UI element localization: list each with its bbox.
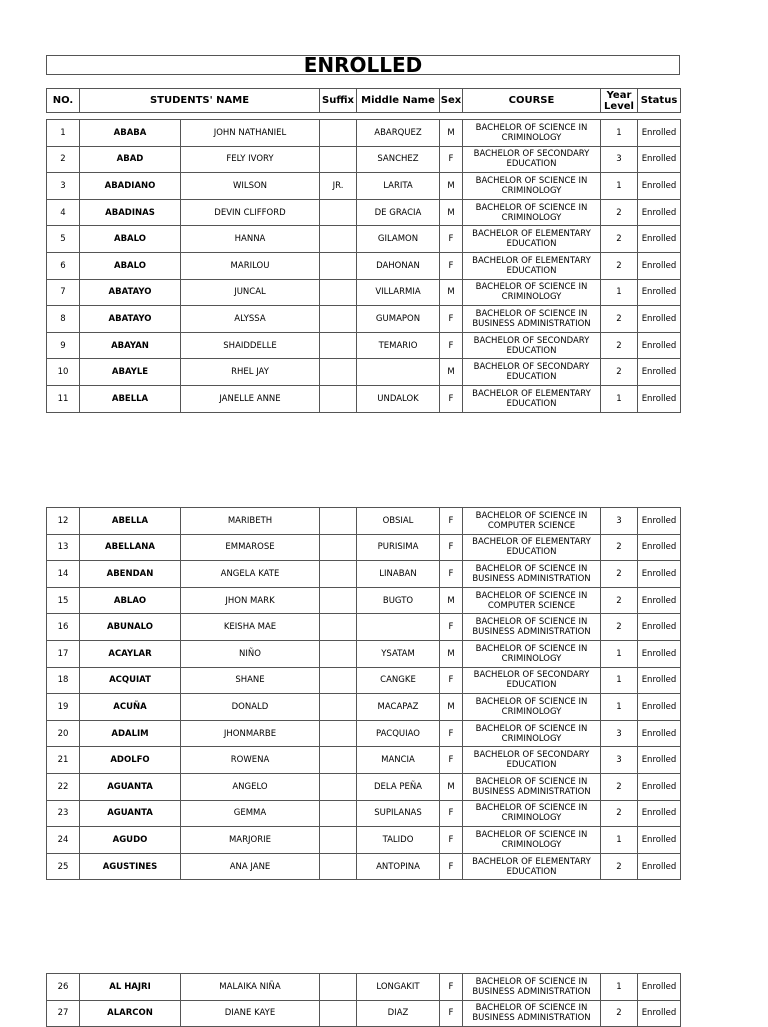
table-row — [47, 385, 681, 412]
cell-year-level: 2 — [601, 332, 638, 359]
cell-first-name: JOHN NATHANIEL — [181, 120, 320, 147]
table-row — [47, 146, 681, 173]
cell-year-level: 1 — [601, 385, 638, 412]
cell-sex: M — [440, 279, 463, 306]
cell-surname: ABADINAS — [80, 199, 181, 226]
cell-suffix — [320, 561, 357, 588]
cell-row-number: 8 — [47, 306, 80, 333]
cell-first-name: JHON MARK — [181, 587, 320, 614]
cell-year-level: 2 — [601, 306, 638, 333]
cell-surname: ABENDAN — [80, 561, 181, 588]
column-header-table — [46, 88, 681, 113]
cell-status: Enrolled — [638, 508, 681, 535]
cell-status: Enrolled — [638, 120, 681, 147]
cell-status: Enrolled — [638, 853, 681, 880]
cell-course: BACHELOR OF ELEMENTARY EDUCATION — [463, 226, 601, 253]
cell-surname: ABAYAN — [80, 332, 181, 359]
cell-year-level: 2 — [601, 252, 638, 279]
cell-first-name: FELY IVORY — [181, 146, 320, 173]
cell-surname: ACQUIAT — [80, 667, 181, 694]
header-students-name: STUDENTS' NAME — [80, 89, 320, 113]
cell-middle-name: SANCHEZ — [357, 146, 440, 173]
cell-sex: F — [440, 853, 463, 880]
header-sex: Sex — [440, 89, 463, 113]
cell-suffix — [320, 614, 357, 641]
cell-row-number: 2 — [47, 146, 80, 173]
cell-row-number: 20 — [47, 720, 80, 747]
cell-row-number: 7 — [47, 279, 80, 306]
cell-status: Enrolled — [638, 332, 681, 359]
cell-course: BACHELOR OF ELEMENTARY EDUCATION — [463, 853, 601, 880]
cell-status: Enrolled — [638, 614, 681, 641]
cell-suffix — [320, 587, 357, 614]
cell-first-name: DEVIN CLIFFORD — [181, 199, 320, 226]
cell-row-number: 23 — [47, 800, 80, 827]
cell-status: Enrolled — [638, 252, 681, 279]
cell-year-level: 1 — [601, 173, 638, 200]
cell-row-number: 16 — [47, 614, 80, 641]
cell-row-number: 4 — [47, 199, 80, 226]
cell-year-level: 3 — [601, 146, 638, 173]
cell-status: Enrolled — [638, 747, 681, 774]
cell-row-number: 12 — [47, 508, 80, 535]
cell-sex: F — [440, 747, 463, 774]
cell-sex: M — [440, 359, 463, 386]
cell-first-name: WILSON — [181, 173, 320, 200]
cell-sex: F — [440, 385, 463, 412]
cell-row-number: 14 — [47, 561, 80, 588]
cell-course: BACHELOR OF SECONDARY EDUCATION — [463, 332, 601, 359]
cell-middle-name — [357, 614, 440, 641]
table-row — [47, 773, 681, 800]
table-row — [47, 199, 681, 226]
cell-course: BACHELOR OF SCIENCE IN BUSINESS ADMINISTRATION — [463, 306, 601, 333]
cell-middle-name: ANTOPINA — [357, 853, 440, 880]
cell-surname: ABATAYO — [80, 279, 181, 306]
cell-status: Enrolled — [638, 146, 681, 173]
cell-sex: M — [440, 587, 463, 614]
cell-surname: ABABA — [80, 120, 181, 147]
cell-middle-name: PACQUIAO — [357, 720, 440, 747]
table-row — [47, 1000, 681, 1027]
cell-middle-name: DIAZ — [357, 1000, 440, 1027]
cell-year-level: 2 — [601, 773, 638, 800]
cell-surname: ACAYLAR — [80, 640, 181, 667]
table-row — [47, 640, 681, 667]
cell-sex: F — [440, 332, 463, 359]
student-table-block-1 — [46, 119, 681, 413]
cell-sex: F — [440, 306, 463, 333]
cell-suffix — [320, 720, 357, 747]
cell-year-level: 1 — [601, 974, 638, 1001]
cell-sex: F — [440, 827, 463, 854]
cell-middle-name: GILAMON — [357, 226, 440, 253]
table-row — [47, 587, 681, 614]
cell-suffix — [320, 146, 357, 173]
cell-first-name: ANGELA KATE — [181, 561, 320, 588]
cell-first-name: ANA JANE — [181, 853, 320, 880]
cell-status: Enrolled — [638, 359, 681, 386]
cell-surname: ABATAYO — [80, 306, 181, 333]
cell-row-number: 5 — [47, 226, 80, 253]
cell-sex: F — [440, 226, 463, 253]
cell-surname: ADOLFO — [80, 747, 181, 774]
cell-surname: ABELLA — [80, 385, 181, 412]
cell-row-number: 15 — [47, 587, 80, 614]
cell-course: BACHELOR OF ELEMENTARY EDUCATION — [463, 534, 601, 561]
cell-row-number: 21 — [47, 747, 80, 774]
cell-middle-name: GUMAPON — [357, 306, 440, 333]
cell-sex: F — [440, 614, 463, 641]
header-status: Status — [638, 89, 681, 113]
table-row — [47, 561, 681, 588]
cell-course: BACHELOR OF SECONDARY EDUCATION — [463, 747, 601, 774]
cell-suffix — [320, 853, 357, 880]
cell-surname: AGUANTA — [80, 773, 181, 800]
cell-status: Enrolled — [638, 226, 681, 253]
cell-sex: M — [440, 640, 463, 667]
cell-middle-name: BUGTO — [357, 587, 440, 614]
cell-suffix — [320, 306, 357, 333]
cell-course: BACHELOR OF SCIENCE IN CRIMINOLOGY — [463, 120, 601, 147]
cell-row-number: 9 — [47, 332, 80, 359]
cell-first-name: MALAIKA NIÑA — [181, 974, 320, 1001]
cell-suffix — [320, 827, 357, 854]
cell-row-number: 18 — [47, 667, 80, 694]
cell-year-level: 2 — [601, 226, 638, 253]
cell-row-number: 10 — [47, 359, 80, 386]
cell-year-level: 3 — [601, 747, 638, 774]
cell-surname: ADALIM — [80, 720, 181, 747]
cell-row-number: 19 — [47, 694, 80, 721]
cell-middle-name: OBSIAL — [357, 508, 440, 535]
table-row — [47, 853, 681, 880]
cell-surname: ABUNALO — [80, 614, 181, 641]
cell-middle-name: DAHONAN — [357, 252, 440, 279]
cell-suffix — [320, 120, 357, 147]
cell-suffix — [320, 252, 357, 279]
cell-first-name: JUNCAL — [181, 279, 320, 306]
cell-suffix — [320, 974, 357, 1001]
cell-course: BACHELOR OF SECONDARY EDUCATION — [463, 359, 601, 386]
cell-first-name: SHAIDDELLE — [181, 332, 320, 359]
cell-status: Enrolled — [638, 587, 681, 614]
table-row — [47, 534, 681, 561]
cell-sex: F — [440, 252, 463, 279]
cell-status: Enrolled — [638, 561, 681, 588]
cell-sex: F — [440, 561, 463, 588]
cell-sex: F — [440, 720, 463, 747]
table-row — [47, 120, 681, 147]
cell-row-number: 3 — [47, 173, 80, 200]
cell-status: Enrolled — [638, 640, 681, 667]
cell-course: BACHELOR OF SCIENCE IN BUSINESS ADMINISTRATION — [463, 974, 601, 1001]
cell-middle-name: MACAPAZ — [357, 694, 440, 721]
cell-middle-name: ABARQUEZ — [357, 120, 440, 147]
cell-course: BACHELOR OF SCIENCE IN BUSINESS ADMINISTRATION — [463, 561, 601, 588]
cell-row-number: 24 — [47, 827, 80, 854]
table-row — [47, 694, 681, 721]
header-no: NO. — [47, 89, 80, 113]
cell-suffix — [320, 800, 357, 827]
cell-surname: ALARCON — [80, 1000, 181, 1027]
cell-sex: M — [440, 773, 463, 800]
cell-surname: ABAD — [80, 146, 181, 173]
cell-middle-name: LINABAN — [357, 561, 440, 588]
cell-sex: F — [440, 146, 463, 173]
table-row — [47, 173, 681, 200]
cell-row-number: 22 — [47, 773, 80, 800]
cell-first-name: GEMMA — [181, 800, 320, 827]
cell-year-level: 2 — [601, 534, 638, 561]
cell-surname: ACUÑA — [80, 694, 181, 721]
table-row — [47, 800, 681, 827]
cell-year-level: 2 — [601, 359, 638, 386]
cell-first-name: RHEL JAY — [181, 359, 320, 386]
cell-suffix — [320, 332, 357, 359]
cell-sex: F — [440, 534, 463, 561]
table-row — [47, 252, 681, 279]
cell-suffix — [320, 773, 357, 800]
cell-first-name: MARILOU — [181, 252, 320, 279]
cell-year-level: 2 — [601, 587, 638, 614]
cell-suffix — [320, 747, 357, 774]
cell-status: Enrolled — [638, 720, 681, 747]
cell-first-name: MARIBETH — [181, 508, 320, 535]
cell-middle-name: PURISIMA — [357, 534, 440, 561]
cell-surname: ABADIANO — [80, 173, 181, 200]
cell-year-level: 1 — [601, 640, 638, 667]
cell-sex: F — [440, 1000, 463, 1027]
cell-course: BACHELOR OF SCIENCE IN BUSINESS ADMINISTRATION — [463, 773, 601, 800]
header-course: COURSE — [463, 89, 601, 113]
cell-first-name: DONALD — [181, 694, 320, 721]
cell-first-name: ANGELO — [181, 773, 320, 800]
table-row — [47, 974, 681, 1001]
cell-year-level: 3 — [601, 720, 638, 747]
cell-middle-name — [357, 359, 440, 386]
cell-year-level: 3 — [601, 508, 638, 535]
cell-sex: F — [440, 974, 463, 1001]
table-row — [47, 226, 681, 253]
cell-first-name: SHANE — [181, 667, 320, 694]
cell-surname: ABAYLE — [80, 359, 181, 386]
cell-row-number: 26 — [47, 974, 80, 1001]
table-row — [47, 720, 681, 747]
cell-course: BACHELOR OF SECONDARY EDUCATION — [463, 667, 601, 694]
cell-middle-name: DELA PEÑA — [357, 773, 440, 800]
cell-suffix — [320, 534, 357, 561]
cell-year-level: 2 — [601, 800, 638, 827]
header-middle-name: Middle Name — [357, 89, 440, 113]
cell-middle-name: VILLARMIA — [357, 279, 440, 306]
cell-surname: ABALO — [80, 252, 181, 279]
cell-status: Enrolled — [638, 306, 681, 333]
cell-surname: ABLAO — [80, 587, 181, 614]
page-title: ENROLLED — [46, 55, 680, 75]
cell-year-level: 1 — [601, 694, 638, 721]
table-row — [47, 827, 681, 854]
cell-suffix — [320, 1000, 357, 1027]
cell-first-name: JHONMARBE — [181, 720, 320, 747]
cell-course: BACHELOR OF SCIENCE IN CRIMINOLOGY — [463, 720, 601, 747]
cell-course: BACHELOR OF SCIENCE IN CRIMINOLOGY — [463, 279, 601, 306]
cell-middle-name: MANCIA — [357, 747, 440, 774]
cell-surname: ABALO — [80, 226, 181, 253]
cell-surname: AGUSTINES — [80, 853, 181, 880]
cell-status: Enrolled — [638, 173, 681, 200]
cell-course: BACHELOR OF SCIENCE IN BUSINESS ADMINISTRATION — [463, 1000, 601, 1027]
cell-course: BACHELOR OF SCIENCE IN CRIMINOLOGY — [463, 800, 601, 827]
cell-status: Enrolled — [638, 1000, 681, 1027]
cell-row-number: 11 — [47, 385, 80, 412]
cell-middle-name: LONGAKIT — [357, 974, 440, 1001]
cell-course: BACHELOR OF SCIENCE IN CRIMINOLOGY — [463, 173, 601, 200]
cell-course: BACHELOR OF SCIENCE IN CRIMINOLOGY — [463, 694, 601, 721]
cell-year-level: 1 — [601, 279, 638, 306]
cell-middle-name: TALIDO — [357, 827, 440, 854]
table-row — [47, 359, 681, 386]
header-suffix: Suffix — [320, 89, 357, 113]
cell-surname: AGUANTA — [80, 800, 181, 827]
cell-year-level: 1 — [601, 120, 638, 147]
cell-surname: ABELLA — [80, 508, 181, 535]
cell-row-number: 13 — [47, 534, 80, 561]
header-year-level: Year Level — [601, 89, 638, 113]
cell-suffix: JR. — [320, 173, 357, 200]
student-table-block-2 — [46, 507, 681, 880]
cell-status: Enrolled — [638, 800, 681, 827]
cell-year-level: 2 — [601, 561, 638, 588]
cell-status: Enrolled — [638, 534, 681, 561]
cell-first-name: NIÑO — [181, 640, 320, 667]
cell-row-number: 27 — [47, 1000, 80, 1027]
cell-sex: M — [440, 694, 463, 721]
cell-sex: M — [440, 199, 463, 226]
cell-middle-name: UNDALOK — [357, 385, 440, 412]
table-row — [47, 306, 681, 333]
cell-middle-name: YSATAM — [357, 640, 440, 667]
cell-row-number: 1 — [47, 120, 80, 147]
cell-year-level: 1 — [601, 667, 638, 694]
cell-year-level: 2 — [601, 853, 638, 880]
cell-year-level: 2 — [601, 1000, 638, 1027]
cell-first-name: ROWENA — [181, 747, 320, 774]
cell-first-name: HANNA — [181, 226, 320, 253]
table-row — [47, 332, 681, 359]
cell-course: BACHELOR OF SCIENCE IN CRIMINOLOGY — [463, 827, 601, 854]
cell-suffix — [320, 385, 357, 412]
cell-course: BACHELOR OF ELEMENTARY EDUCATION — [463, 385, 601, 412]
cell-status: Enrolled — [638, 974, 681, 1001]
cell-sex: F — [440, 667, 463, 694]
cell-row-number: 25 — [47, 853, 80, 880]
table-row — [47, 279, 681, 306]
cell-course: BACHELOR OF SCIENCE IN COMPUTER SCIENCE — [463, 587, 601, 614]
cell-status: Enrolled — [638, 385, 681, 412]
cell-suffix — [320, 508, 357, 535]
cell-course: BACHELOR OF ELEMENTARY EDUCATION — [463, 252, 601, 279]
cell-middle-name: CANGKE — [357, 667, 440, 694]
cell-suffix — [320, 199, 357, 226]
cell-status: Enrolled — [638, 199, 681, 226]
cell-first-name: MARJORIE — [181, 827, 320, 854]
cell-first-name: ALYSSA — [181, 306, 320, 333]
cell-course: BACHELOR OF SCIENCE IN COMPUTER SCIENCE — [463, 508, 601, 535]
cell-status: Enrolled — [638, 773, 681, 800]
table-row — [47, 667, 681, 694]
cell-year-level: 2 — [601, 199, 638, 226]
cell-year-level: 2 — [601, 614, 638, 641]
table-row — [47, 614, 681, 641]
cell-year-level: 1 — [601, 827, 638, 854]
cell-status: Enrolled — [638, 827, 681, 854]
table-row — [47, 508, 681, 535]
cell-first-name: DIANE KAYE — [181, 1000, 320, 1027]
cell-first-name: KEISHA MAE — [181, 614, 320, 641]
cell-first-name: JANELLE ANNE — [181, 385, 320, 412]
cell-suffix — [320, 667, 357, 694]
cell-sex: M — [440, 120, 463, 147]
cell-course: BACHELOR OF SECONDARY EDUCATION — [463, 146, 601, 173]
cell-status: Enrolled — [638, 694, 681, 721]
cell-surname: AL HAJRI — [80, 974, 181, 1001]
table-row — [47, 747, 681, 774]
cell-sex: M — [440, 173, 463, 200]
cell-suffix — [320, 279, 357, 306]
cell-suffix — [320, 226, 357, 253]
cell-middle-name: LARITA — [357, 173, 440, 200]
cell-middle-name: TEMARIO — [357, 332, 440, 359]
cell-middle-name: DE GRACIA — [357, 199, 440, 226]
cell-row-number: 6 — [47, 252, 80, 279]
cell-middle-name: SUPILANAS — [357, 800, 440, 827]
cell-course: BACHELOR OF SCIENCE IN CRIMINOLOGY — [463, 640, 601, 667]
cell-status: Enrolled — [638, 667, 681, 694]
cell-course: BACHELOR OF SCIENCE IN BUSINESS ADMINISTRATION — [463, 614, 601, 641]
cell-status: Enrolled — [638, 279, 681, 306]
cell-course: BACHELOR OF SCIENCE IN CRIMINOLOGY — [463, 199, 601, 226]
cell-surname: ABELLANA — [80, 534, 181, 561]
cell-suffix — [320, 694, 357, 721]
cell-first-name: EMMAROSE — [181, 534, 320, 561]
cell-sex: F — [440, 508, 463, 535]
student-table-block-3 — [46, 973, 681, 1027]
cell-suffix — [320, 640, 357, 667]
cell-row-number: 17 — [47, 640, 80, 667]
cell-surname: AGUDO — [80, 827, 181, 854]
cell-sex: F — [440, 800, 463, 827]
cell-suffix — [320, 359, 357, 386]
